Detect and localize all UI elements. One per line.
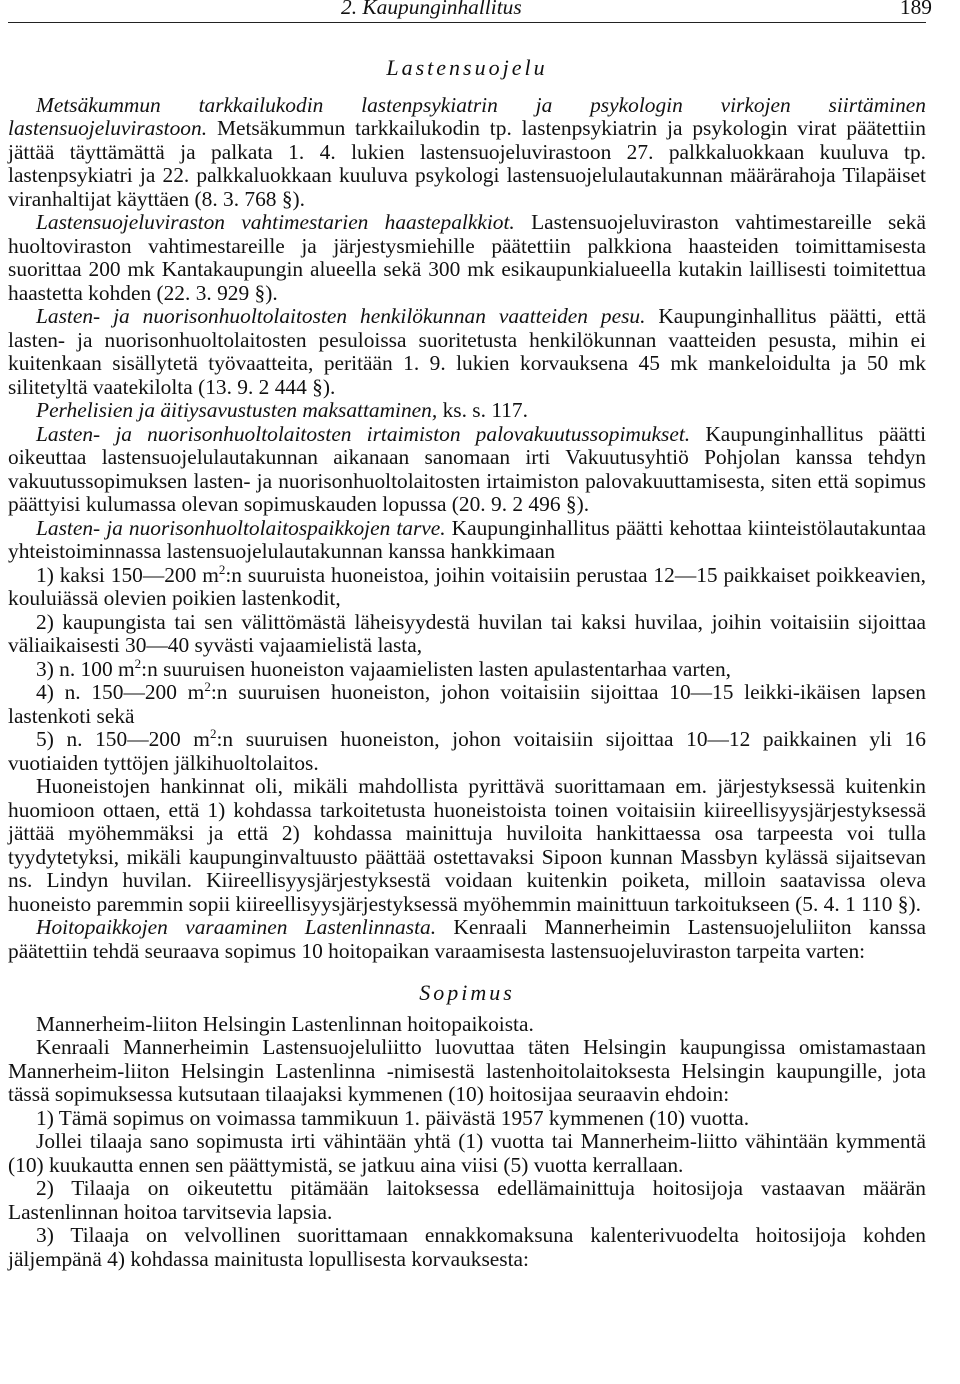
paragraph: [8, 94, 926, 212]
paragraph: [8, 305, 926, 399]
paragraph: [8, 916, 926, 963]
paragraph: [8, 423, 926, 517]
list-item-text: :n suuruisen huoneiston, johon voitaisiin sijoittaa 10—12 paikkainen yli 16 vuotiaiden tyttöjen jälkihuoltolaitos.: [8, 727, 926, 775]
paragraph: [8, 211, 926, 305]
superscript: 2: [204, 678, 211, 694]
running-header: [8, 0, 932, 23]
list-item-text: :n suuruisen huoneiston vajaamielisten lasten apulastentarhaa varten,: [141, 656, 731, 681]
paragraph-heading: Hoitopaikkojen varaaminen Lastenlinnasta.: [36, 915, 437, 939]
contract-title: Sopimus: [419, 980, 515, 1005]
list-item: [8, 678, 927, 728]
list-item-text: 1) kaksi 150—200 m: [36, 562, 219, 587]
paragraph-text: Kaupunginhallitus päätti, että lasten- ja nuorisonhuoltolaitosten pesuloissa suoritetusta henkilökunnan vaatteiden pesusta, mihin ei kuitenkaan sisällytetä työvaatteita, peritään 1. 9. lukien korvauksena 45 mk mankeloidulta ja 50 mk silitetyltä vaatekilolta (13. 9. 2 444 §).: [8, 304, 926, 399]
paragraph-text: Kaupunginhallitus päätti kehottaa kiinteistölautakuntaa yhteistoiminnassa lastensuojelulautakunnan kanssa hankkimaan: [8, 515, 926, 563]
list-item: [8, 611, 926, 658]
paragraph-heading: Lastensuojeluviraston vahtimestarien haastepalkkiot.: [36, 210, 515, 234]
section-title: 2. Kaupunginhallitus: [341, 0, 522, 19]
contract-paragraph: 1) Tämä sopimus on voimassa tammikuun 1. päivästä 1957 kymmenen (10) vuotta.: [36, 1105, 750, 1130]
contract-paragraph: 3) Tilaaja on velvollinen suorittamaan ennakkomaksuna kalenterivuodelta hoitosijoja kohden jäljempänä 4) kohdassa mainitusta lopullisesta korvauksesta:: [8, 1223, 926, 1271]
list-item: [8, 655, 926, 682]
paragraph-text: ks. s. 117.: [437, 398, 528, 422]
paragraph-text: Kaupunginhallitus päätti oikeuttaa lastensuojelulautakunnan aikanaan sanomaan irti Vakuutusyhtiö Pohjolan kanssa tehdyn vakuutussopimuksen lasten- ja nuorisonhuoltolaitosten irtaimiston palovakuuttamisesta, siten että sopimus päättyisi kulumassa olevan sopimuskauden lopussa (20. 9. 2 496 §).: [8, 421, 927, 516]
paragraph: [8, 517, 926, 564]
list-item-text: 5) n. 150—200 m: [36, 727, 210, 751]
list-item: [8, 725, 926, 775]
chapter-title: Lastensuojelu: [386, 55, 548, 80]
list-item-text: 2) kaupungista tai sen välittömästä läheisyydestä huvilan tai kaksi huvilaa, joihin voitaisiin sijoittaa väliaikaisesti 30—40 syvästi vajaamielistä lasta,: [8, 609, 926, 657]
list-item-text: :n suuruista huoneistoa, joihin voitaisiin perustaa 12—15 paikkaiset poikkeavien, kouluiässä olevien poikien lastenkodit,: [8, 562, 926, 610]
superscript: 2: [218, 561, 226, 577]
list-item-text: 3) n. 100 m: [36, 656, 135, 681]
contract-paragraph: Mannerheim-liiton Helsingin Lastenlinnan hoitopaikoista.: [36, 1011, 534, 1036]
paragraph-heading: Lasten- ja nuorisonhuoltolaitosten irtaimiston palovakuutussopimukset.: [36, 421, 691, 446]
paragraph-text: Lastensuojeluviraston vahtimestareille sekä huoltoviraston vahtimestareille ja järjestysmiehille päätettiin palkkiona haasteiden toimittamisesta suorittaa 200 mk Kantakaupungin alueella sekä 300 mk esikaupunkialueella kutakin laillisesti toimitettua haastetta kohden (22. 3. 929 §).: [8, 210, 926, 305]
contract-paragraph: Kenraali Mannerheimin Lastensuojeluliitto luovuttaa täten Helsingin kaupungissa omistamastaan Mannerheim-liiton Helsingin Lastenlinna -nimisestä lastenhoitolaitoksesta Helsingin kaupungille, jota tässä sopimuksessa kutsutaan tilaajaksi kymmenen (10) hoitosijaa seuraavin ehdoin:: [8, 1035, 926, 1106]
superscript: 2: [209, 725, 217, 741]
paragraph-text: Kenraali Mannerheimin Lastensuojeluliiton kanssa päätettiin tehdä seuraava sopimus 10 hoitopaikan varaamisesta lastensuojeluviraston tarpeita varten:: [8, 915, 926, 963]
superscript: 2: [134, 655, 142, 671]
paragraph-heading: Lasten- ja nuorisonhuoltolaitosten henkilökunnan vaatteiden pesu.: [36, 304, 646, 328]
paragraph: Huoneistojen hankinnat oli, mikäli mahdollista pyrittävä suorittamaan em. järjestyksessä kuitenkin huomioon ottaen, että 1) kohdassa tarkoitetusta huoneistoista toinen voitaisiin kiireellisyysjärjestyksessä jättää myöhemmäksi ja että 2) kohdassa mainittuja huviloita hankittaessa osa tarpeesta voi tulla tyydytetyksi, mikäli kaupunginvaltuusto päättää ostettavaksi Sipoon kunnan Massbyn kylässä sijaitsevan ns. Lindyn huvilan. Kiireellisyysjärjestyksestä voidaan kuitenkin poiketa, milloin saatavissa oleva huoneisto paremmin sopii kiireellisyysjärjestyksessä myöhemmin mainittuun tarkoitukseen (5. 4. 1 110 §).: [8, 774, 926, 916]
contract-paragraph: Jollei tilaaja sano sopimusta irti vähintään yhtä (1) vuotta tai Mannerheim-liitto vähintään kymmentä (10) kuukautta ennen sen päättymistä, se jatkuu aina viisi (5) vuotta kerrallaan.: [8, 1129, 926, 1177]
page-number: 189: [899, 0, 932, 19]
paragraph-heading: Metsäkummun tarkkailukodin lastenpsykiatrin ja psykologin virkojen siirtäminen lastensuojeluvirastoon.: [8, 92, 926, 140]
list-item-text: :n suuruisen huoneiston, johon voitaisiin sijoittaa 10—15 leikki-ikäisen lapsen lastenkoti sekä: [8, 680, 927, 728]
list-item: [8, 561, 926, 611]
list-item-text: 4) n. 150—200 m: [36, 680, 205, 704]
paragraph-heading: Lasten- ja nuorisonhuoltolaitospaikkojen tarve.: [36, 515, 446, 540]
contract-paragraph: 2) Tilaaja on oikeutettu pitämään laitoksessa edellämainittuja hoitosijoja vastaavan määrän Lastenlinnan hoitoa tarvitsevia lapsia.: [8, 1176, 926, 1224]
paragraph-text: Metsäkummun tarkkailukodin tp. lastenpsykiatrin ja psykologin virat päätettiin jättää täyttämättä ja palkata 1. 4. lukien lastensuojeluvirastoon 27. palkkaluokkaan kuuluva tp. lastenpsykiatri ja 22. palkkaluokkaan kuuluva psykologi lastensuojelulautakunnan määrärahoja Tilapäiset viranhaltijat käyttäen (8. 3. 768 §).: [8, 116, 926, 211]
paragraph: [8, 399, 926, 423]
paragraph-heading: Perhelisien ja äitiysavustusten maksattaminen,: [36, 398, 438, 422]
document-page: [8, 0, 932, 1271]
